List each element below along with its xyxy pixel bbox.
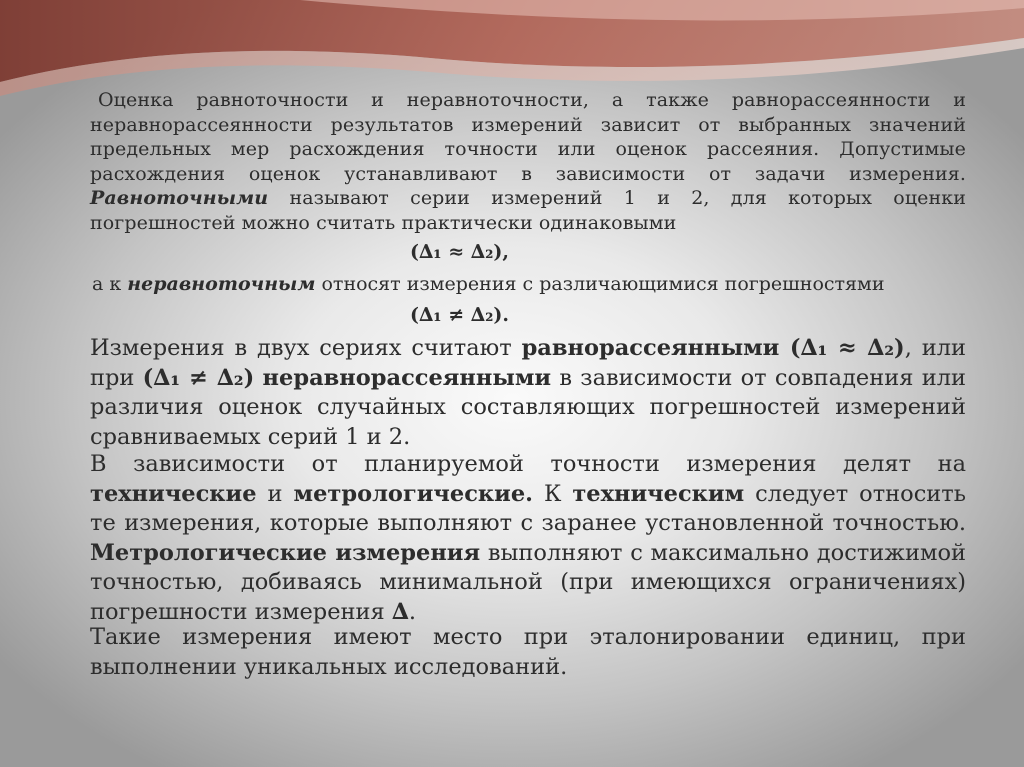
term-tekhnicheskie: технические xyxy=(90,480,257,507)
intro-text-2: называют серии измерений 1 и 2, для которых оценки погрешностей можно считать практически одинаковыми xyxy=(90,187,966,234)
p3-delta-symbol: ∆ xyxy=(391,598,409,625)
paragraph-dispersion xyxy=(90,334,966,452)
p4-text-1: Такие измерения имеют место при эталонировании единиц, при выполнении уникальных исследований. xyxy=(90,624,966,680)
p3-text-1: В зависимости от планируемой точности измерения делят на xyxy=(90,451,966,477)
p3-text-2: и xyxy=(256,480,294,507)
line2-text-1: а к xyxy=(92,273,128,295)
term-metrologicheskie: метрологические. xyxy=(293,480,533,507)
term-neravnotochnye: неравноточным xyxy=(127,273,316,295)
line2-text-2: относят измерения с различающимися погрешностями xyxy=(315,273,885,295)
p2-text-3 xyxy=(254,365,262,391)
paragraph-intro xyxy=(90,88,966,235)
term-tekhnicheskim: техническим xyxy=(572,480,745,507)
term-ravnotochnye: Равноточными xyxy=(90,187,269,209)
formula-nonequal-accuracy: (∆₁ ≠ ∆₂). xyxy=(410,304,509,326)
p2-text-2: , или при xyxy=(90,335,966,391)
intro-text-1: Оценка равноточности и неравноточности, а также равнорассеянности и неравнорассеянности результатов измерений зависит от выбранных значений предельных мер расхождения точности или оценок рассеяния. Допустимые расхождения оценок устанавливают в зависимости от задачи измерения. xyxy=(90,89,966,185)
term-ravnorasseyannye: равнорассеянными xyxy=(521,335,780,361)
p2-text-4: в зависимости от совпадения или различия оценок случайных составляющих погрешностей измерений сравниваемых серий 1 и 2. xyxy=(90,364,966,450)
paragraph-such-measurements xyxy=(90,623,966,682)
p2-text-1: Измерения в двух сериях считают xyxy=(90,335,522,361)
p3-text-5: выполняют с максимально достижимой точностью, добиваясь минимальной (при имеющихся ограничениях) погрешности измерения xyxy=(90,539,966,625)
line-nonequal-accuracy xyxy=(92,272,884,296)
p2-formula-2: (∆₁ ≠ ∆₂) xyxy=(142,364,255,391)
p3-text-6: . xyxy=(408,598,416,625)
paragraph-measurement-types xyxy=(90,450,966,627)
p3-text-4: следует относить те измерения, которые выполняют с заранее установленной точностью. xyxy=(90,480,966,536)
term-metrologicheskie-izmereniya: Метрологические измерения xyxy=(90,539,481,566)
term-neravnorasseyannye: неравнорассеянными xyxy=(262,364,552,391)
formula-equal-accuracy: (∆₁ ≈ ∆₂), xyxy=(410,241,509,263)
p3-text-3: К xyxy=(533,480,573,507)
p2-formula-1: (∆₁ ≈ ∆₂) xyxy=(779,335,905,361)
